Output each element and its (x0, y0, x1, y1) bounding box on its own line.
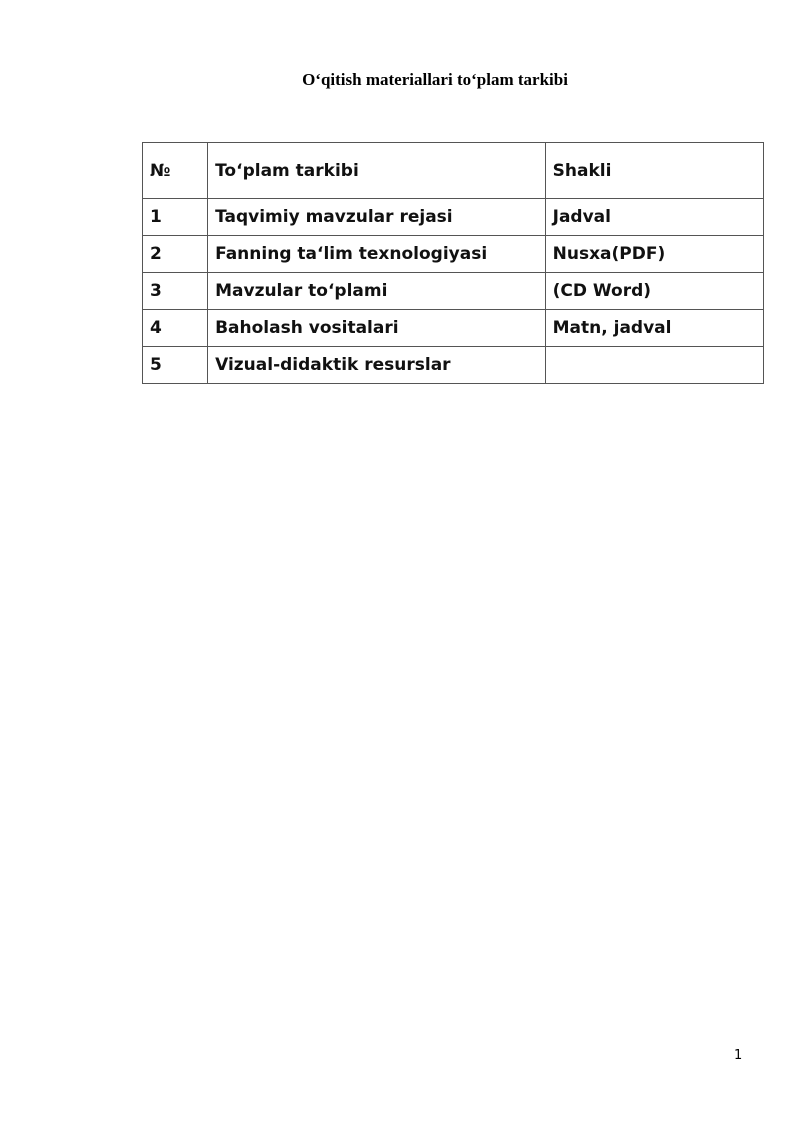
row-form-cell (545, 347, 763, 384)
table-row (143, 236, 764, 273)
header-contents: To‘plam tarkibi (208, 143, 546, 199)
header-number: № (143, 143, 208, 199)
page-number: 1 (734, 1048, 743, 1063)
row-form-cell: (CD Word) (545, 273, 763, 310)
row-number-cell: 5 (143, 347, 208, 384)
table-row (143, 347, 764, 384)
table-row (143, 273, 764, 310)
row-contents-cell: Vizual-didaktik resurslar (208, 347, 546, 384)
header-form: Shakli (545, 143, 763, 199)
row-contents-cell: Mavzular to‘plami (208, 273, 546, 310)
materials-table (142, 142, 764, 384)
table-row (143, 310, 764, 347)
row-contents-cell: Fanning ta‘lim texnologiyasi (208, 236, 546, 273)
row-number-cell: 3 (143, 273, 208, 310)
row-contents-cell: Baholash vositalari (208, 310, 546, 347)
page-title: O‘qitish materiallari to‘plam tarkibi (302, 70, 568, 89)
table-header-row (143, 143, 764, 199)
row-number-cell: 1 (143, 199, 208, 236)
row-contents-cell: Taqvimiy mavzular rejasi (208, 199, 546, 236)
row-form-cell: Nusxa(PDF) (545, 236, 763, 273)
row-number-cell: 2 (143, 236, 208, 273)
row-form-cell: Matn, jadval (545, 310, 763, 347)
table-row (143, 199, 764, 236)
row-number-cell: 4 (143, 310, 208, 347)
row-form-cell: Jadval (545, 199, 763, 236)
